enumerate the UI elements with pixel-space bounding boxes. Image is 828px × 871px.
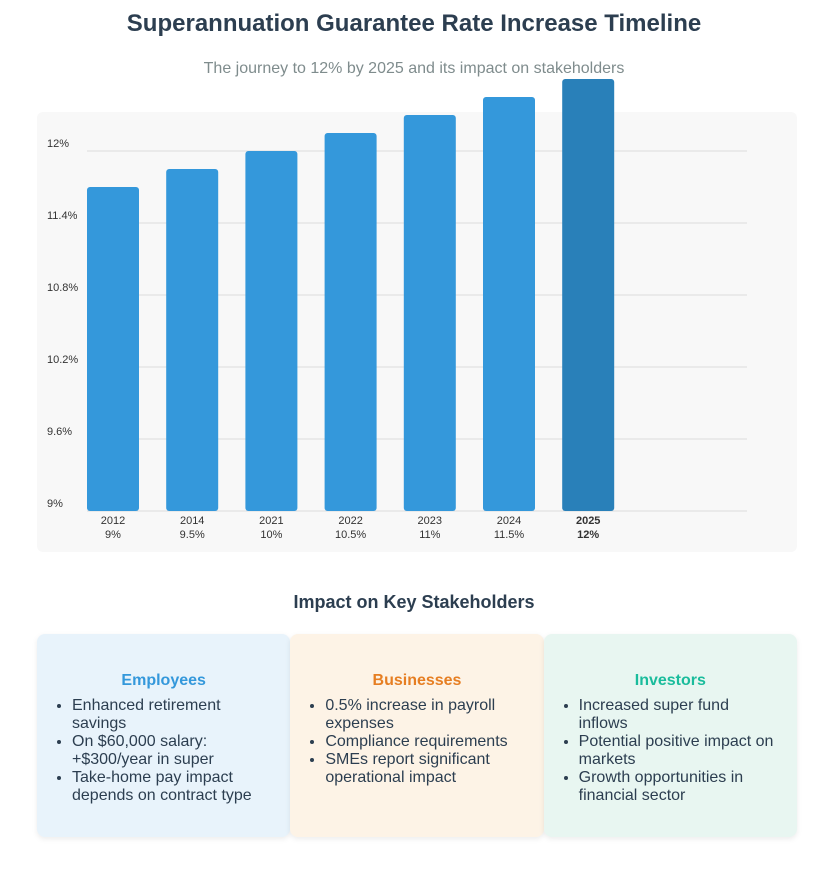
stakeholder-cards (37, 634, 797, 837)
bar (87, 187, 139, 511)
list-item: • On $60,000 salary: +$300/year in super (72, 733, 272, 769)
x-tick-sublabel: 9% (105, 529, 121, 541)
card-title-businesses: Businesses (372, 672, 462, 689)
x-tick-sublabel: 10.5% (334, 529, 367, 541)
y-tick-label: 10.2% (47, 354, 79, 366)
y-tick-label: 11.4% (47, 210, 78, 222)
list-item: • Enhanced retirement savings (72, 697, 272, 733)
card-employees (37, 634, 290, 837)
y-tick-label: 10.8% (47, 282, 79, 294)
bar (325, 133, 377, 511)
card-list-employees (55, 697, 272, 805)
x-tick-label: 2022 (338, 515, 363, 527)
list-item: • Potential positive impact on markets (579, 733, 779, 769)
x-tick-sublabel: 11% (419, 529, 441, 541)
chart-panel (37, 112, 797, 552)
bar (404, 115, 456, 511)
chart-subtitle: The journey to 12% by 2025 and its impact on stakeholders (203, 60, 625, 77)
card-title-employees: Employees (121, 672, 206, 689)
x-tick-sublabel: 10% (260, 529, 283, 541)
list-item: • SMEs report significant operational impact (325, 751, 525, 787)
x-tick-label: 2012 (100, 515, 126, 527)
x-tick-label: 2014 (179, 515, 205, 527)
y-tick-label: 9% (47, 498, 63, 510)
x-tick-label: 2024 (496, 515, 522, 527)
y-tick-label: 12% (47, 138, 70, 150)
card-list-investors (562, 697, 779, 805)
stakeholders-title: Impact on Key Stakeholders (293, 592, 535, 612)
y-tick-label: 9.6% (47, 426, 73, 438)
card-investors (544, 634, 797, 837)
bar (166, 169, 218, 511)
x-tick-sublabel: 11.5% (493, 529, 525, 541)
card-list-businesses (308, 697, 525, 787)
list-item: • Growth opportunities in financial sector (579, 769, 779, 805)
bar (562, 79, 614, 511)
list-item: • Increased super fund inflows (579, 697, 779, 733)
chart-title: Superannuation Guarantee Rate Increase Timeline (126, 10, 702, 37)
list-item: • 0.5% increase in payroll expenses (325, 697, 525, 733)
card-businesses (290, 634, 543, 837)
x-tick-sublabel: 12% (577, 529, 600, 541)
list-item: • Take-home pay impact depends on contract type (72, 769, 272, 805)
list-item: • Compliance requirements (325, 733, 525, 751)
bar (245, 151, 297, 511)
bar-chart (37, 112, 797, 552)
bar (483, 97, 535, 511)
x-tick-label: 2023 (417, 515, 443, 527)
card-title-investors: Investors (634, 672, 706, 689)
x-tick-label: 2021 (259, 515, 284, 527)
x-tick-label: 2025 (575, 515, 601, 527)
x-tick-sublabel: 9.5% (179, 529, 205, 541)
